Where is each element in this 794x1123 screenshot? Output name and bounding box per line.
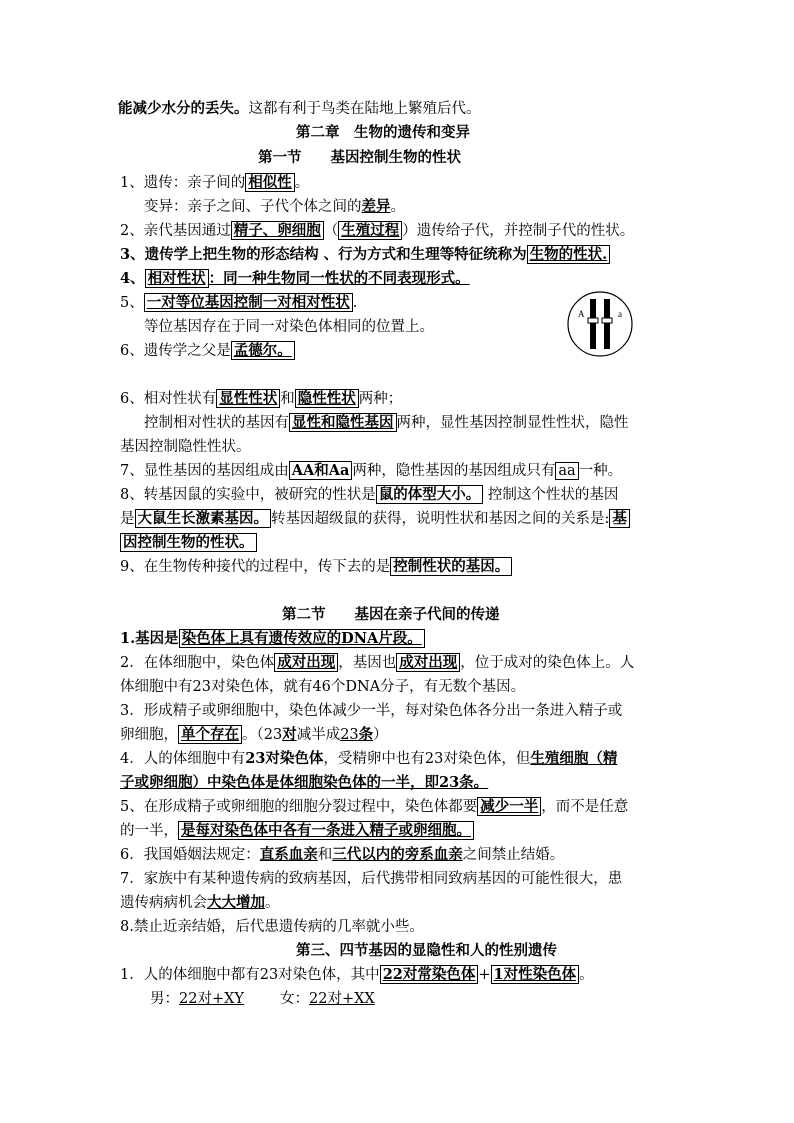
- text-line: 等位基因存在于同一对染色体相同的位置上。: [144, 319, 434, 335]
- text-line: 是 大鼠生长激素基因。 转基因超级鼠的获得，说明性状和基因之间的关系是: 基: [120, 508, 630, 530]
- text-line: 1、遗传：亲子间的 相似性 。: [120, 174, 310, 191]
- text-line: 6、相对性状有 显性性状 和 隐性性状 两种；: [120, 390, 403, 407]
- text-line: 男：22对+XY 女：22对+XX: [150, 991, 375, 1007]
- text-line: 5、在形成精子或卵细胞的细胞分裂过程中，染色体都要 减少一半 ，而不是任意: [120, 798, 629, 815]
- section-title: 第三、四节基因的显隐性和人的性别遗传: [296, 942, 557, 959]
- text-line: 遗传病病机会大大增加。: [120, 894, 280, 911]
- text-line: 能减少水分的丢失。这都有利于鸟类在陆地上繁殖后代。: [118, 100, 481, 117]
- text-line: 体细胞中有23对染色体，就有46个DNA分子，有无数个基因。: [120, 679, 526, 695]
- text-line: 4、 相对性状 ：同一种生物同一性状的不同表现形式。: [120, 270, 470, 287]
- text-line: 9、在生物传种接代的过程中，传下去的是 控制性状的基因。: [120, 556, 512, 578]
- text-line: 变异：亲子之间、子代个体之间的差异。: [144, 198, 405, 215]
- text-line: 8、转基因鼠的实验中，被研究的性状是 鼠的体型大小。 控制这个性状的基因: [120, 486, 619, 503]
- text-line: 7．家族中有某种遗传病的致病基因，后代携带相同致病基因的可能性很大，患: [120, 871, 623, 887]
- text-line: 1.基因是 染色体上具有遗传效应的DNA片段。: [120, 628, 425, 650]
- text-line: 子或卵细胞）中染色体是体细胞染色体的一半，即23条。: [120, 774, 489, 791]
- text-line: 2．在体细胞中，染色体 成对出现 ，基因也 成对出现 ，位于成对的染色体上。人: [120, 654, 635, 671]
- text-line: 2、亲代基因通过 精子、卵细胞 （ 生殖过程 ）遗传给子代，并控制子代的性状。: [120, 222, 635, 239]
- text-line: 的一半， 是每对染色体中各有一条进入精子或卵细胞。: [120, 820, 474, 842]
- text-line: 4．人的体细胞中有23对染色体，受精卵中也有23对染色体，但生殖细胞（精: [120, 750, 618, 767]
- text-line: 1．人的体细胞中都有23对染色体，其中 22对常染色体 + 1对性染色体 。: [120, 966, 594, 983]
- allele-label-right: a: [618, 309, 622, 319]
- text-line: 3、遗传学上把生物的形态结构 、行为方式和生理等特征统称为 生物的性状.: [120, 244, 610, 266]
- text-line: 基因控制隐性性状。: [120, 439, 251, 455]
- text-line: 卵细胞， 单个存在 。（23对减半成23条）: [120, 726, 388, 743]
- allele-label-left: A: [578, 309, 585, 319]
- text-line: 8.禁止近亲结婚，后代患遗传病的几率就小些。: [120, 919, 424, 935]
- text-line: 6．我国婚姻法规定：直系血亲和三代以内的旁系血亲之间禁止结婚。: [120, 846, 565, 863]
- text-line: 因控制生物的性状。: [120, 532, 257, 554]
- text-line: 5、 一对等位基因控制一对相对性状 .: [120, 294, 358, 311]
- text-line: 3．形成精子或卵细胞中，染色体减少一半，每对染色体各分出一条进入精子或: [120, 703, 623, 719]
- chapter-title: 第二章 生物的遗传和变异: [296, 124, 470, 141]
- text-line: 7、显性基因的基因组成由 AA和Aa 两种，隐性基因的基因组成只有 aa 一种。: [120, 462, 623, 479]
- section-title: 第一节 基因控制生物的性状: [258, 149, 461, 166]
- section-title: 第二节 基因在亲子代间的传递: [282, 606, 500, 623]
- text-line: 6、遗传学之父是 孟德尔。: [120, 340, 295, 362]
- text-line: 控制相对性状的基因有 显性和隐性基因 两种，显性基因控制显性性状，隐性: [144, 414, 629, 431]
- chromosome-diagram: [566, 290, 634, 358]
